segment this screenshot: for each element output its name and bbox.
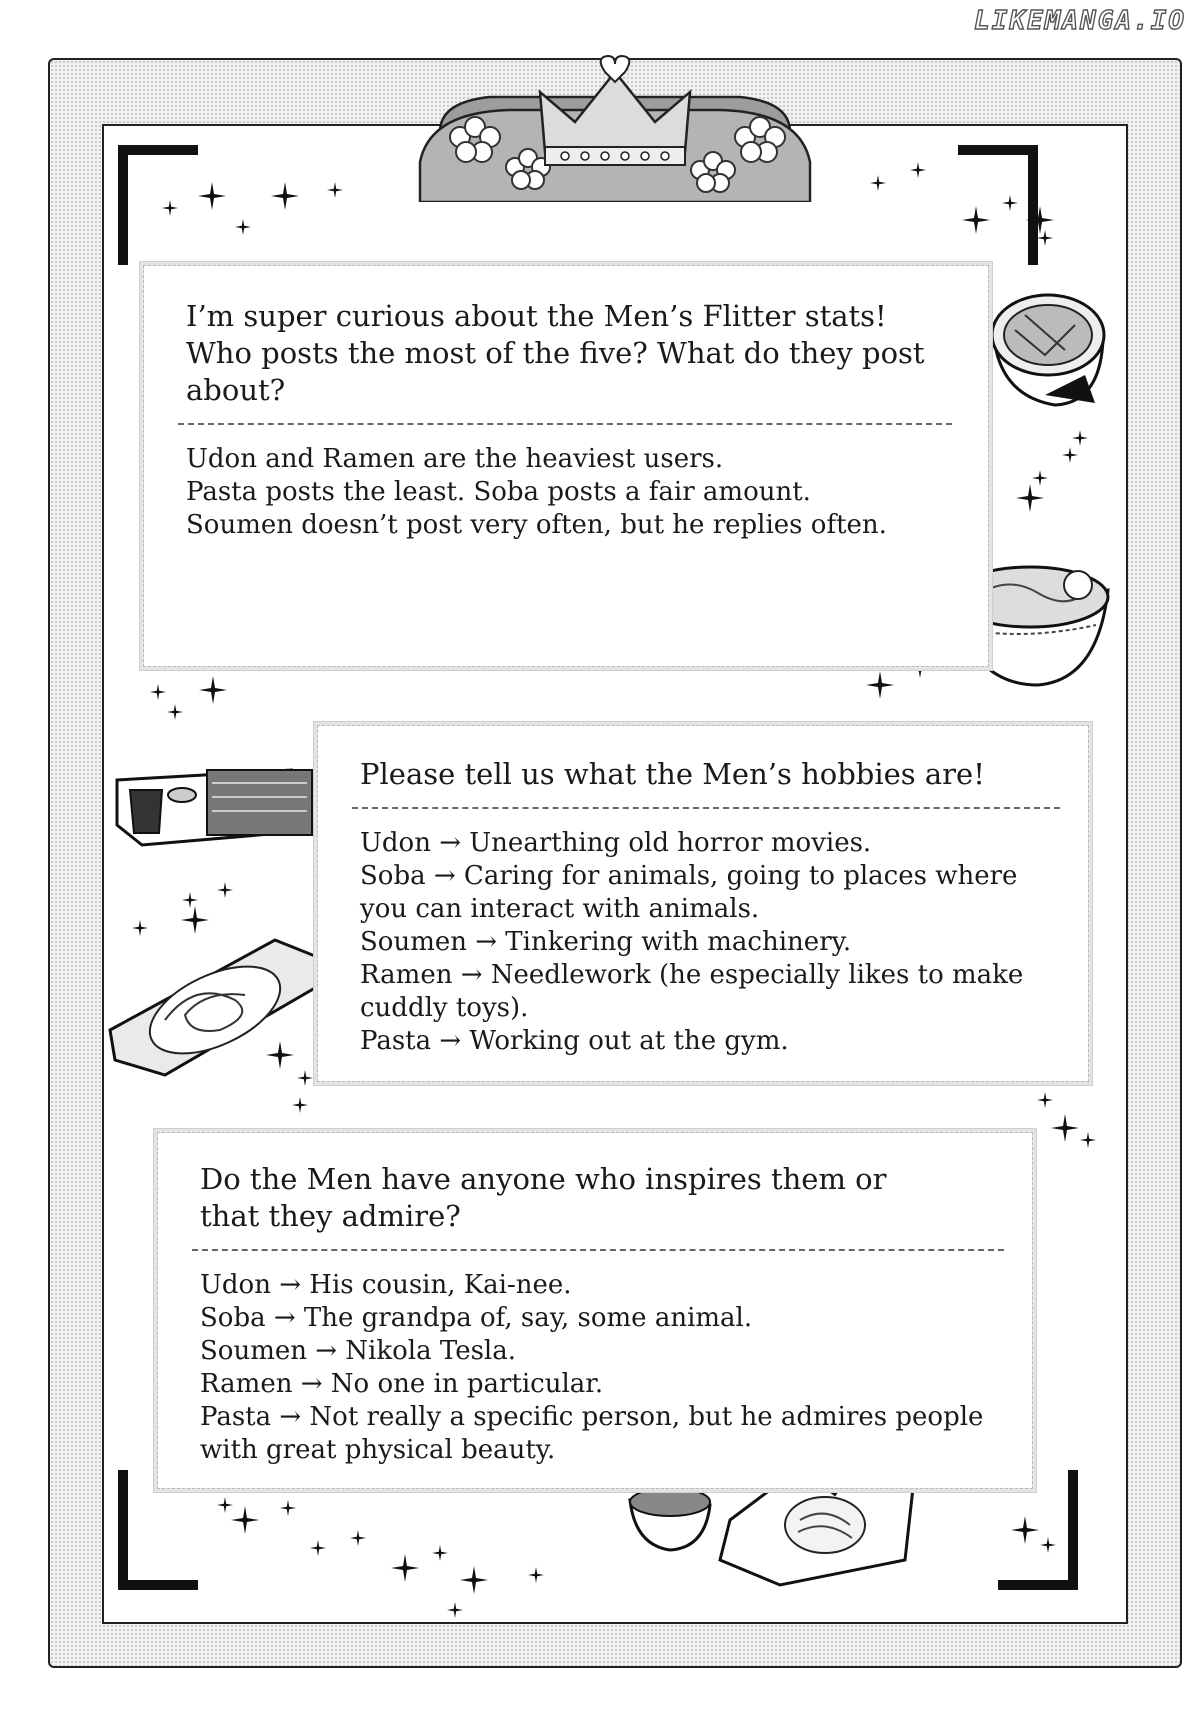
dashed-divider [352,807,1060,809]
qa-panel-admire [158,1133,1032,1488]
question: I’m super curious about the Men’s Flitter stats! Who posts the most of the five? What do they post about? [186,299,925,407]
answer: Udon → His cousin, Kai-nee. Soba → The grandpa of, say, some animal. Soumen → Nikola Tesla. Ramen → No one in particular. Pasta → Not really a specific person, but he admires people with great physical beauty. [200,1270,984,1465]
ramen-bowl-icon [985,285,1110,415]
question: Please tell us what the Men’s hobbies are! [360,757,985,791]
zaru-soba-tray-icon [112,755,327,855]
answer: Udon → Unearthing old horror movies. Soba → Caring for animals, going to places where you can interact with animals. Soumen → Tinkering with machinery. Ramen → Needlework (he especially likes to make cuddly toys). Pasta → Working out at the gym. [360,828,1024,1056]
qa-panel-hobbies [318,726,1088,1081]
watermark: LIKEMANGA.IO [974,6,1186,36]
dashed-divider [178,423,952,425]
qa-panel-flitter-stats [144,266,988,666]
question: Do the Men have anyone who inspires them or that they admire? [200,1162,887,1233]
dashed-divider [192,1249,1004,1251]
answer: Udon and Ramen are the heaviest users. Pasta posts the least. Soba posts a fair amount. Soumen doesn’t post very often, but he replies often. [186,444,887,540]
pasta-plate-icon [105,930,330,1080]
